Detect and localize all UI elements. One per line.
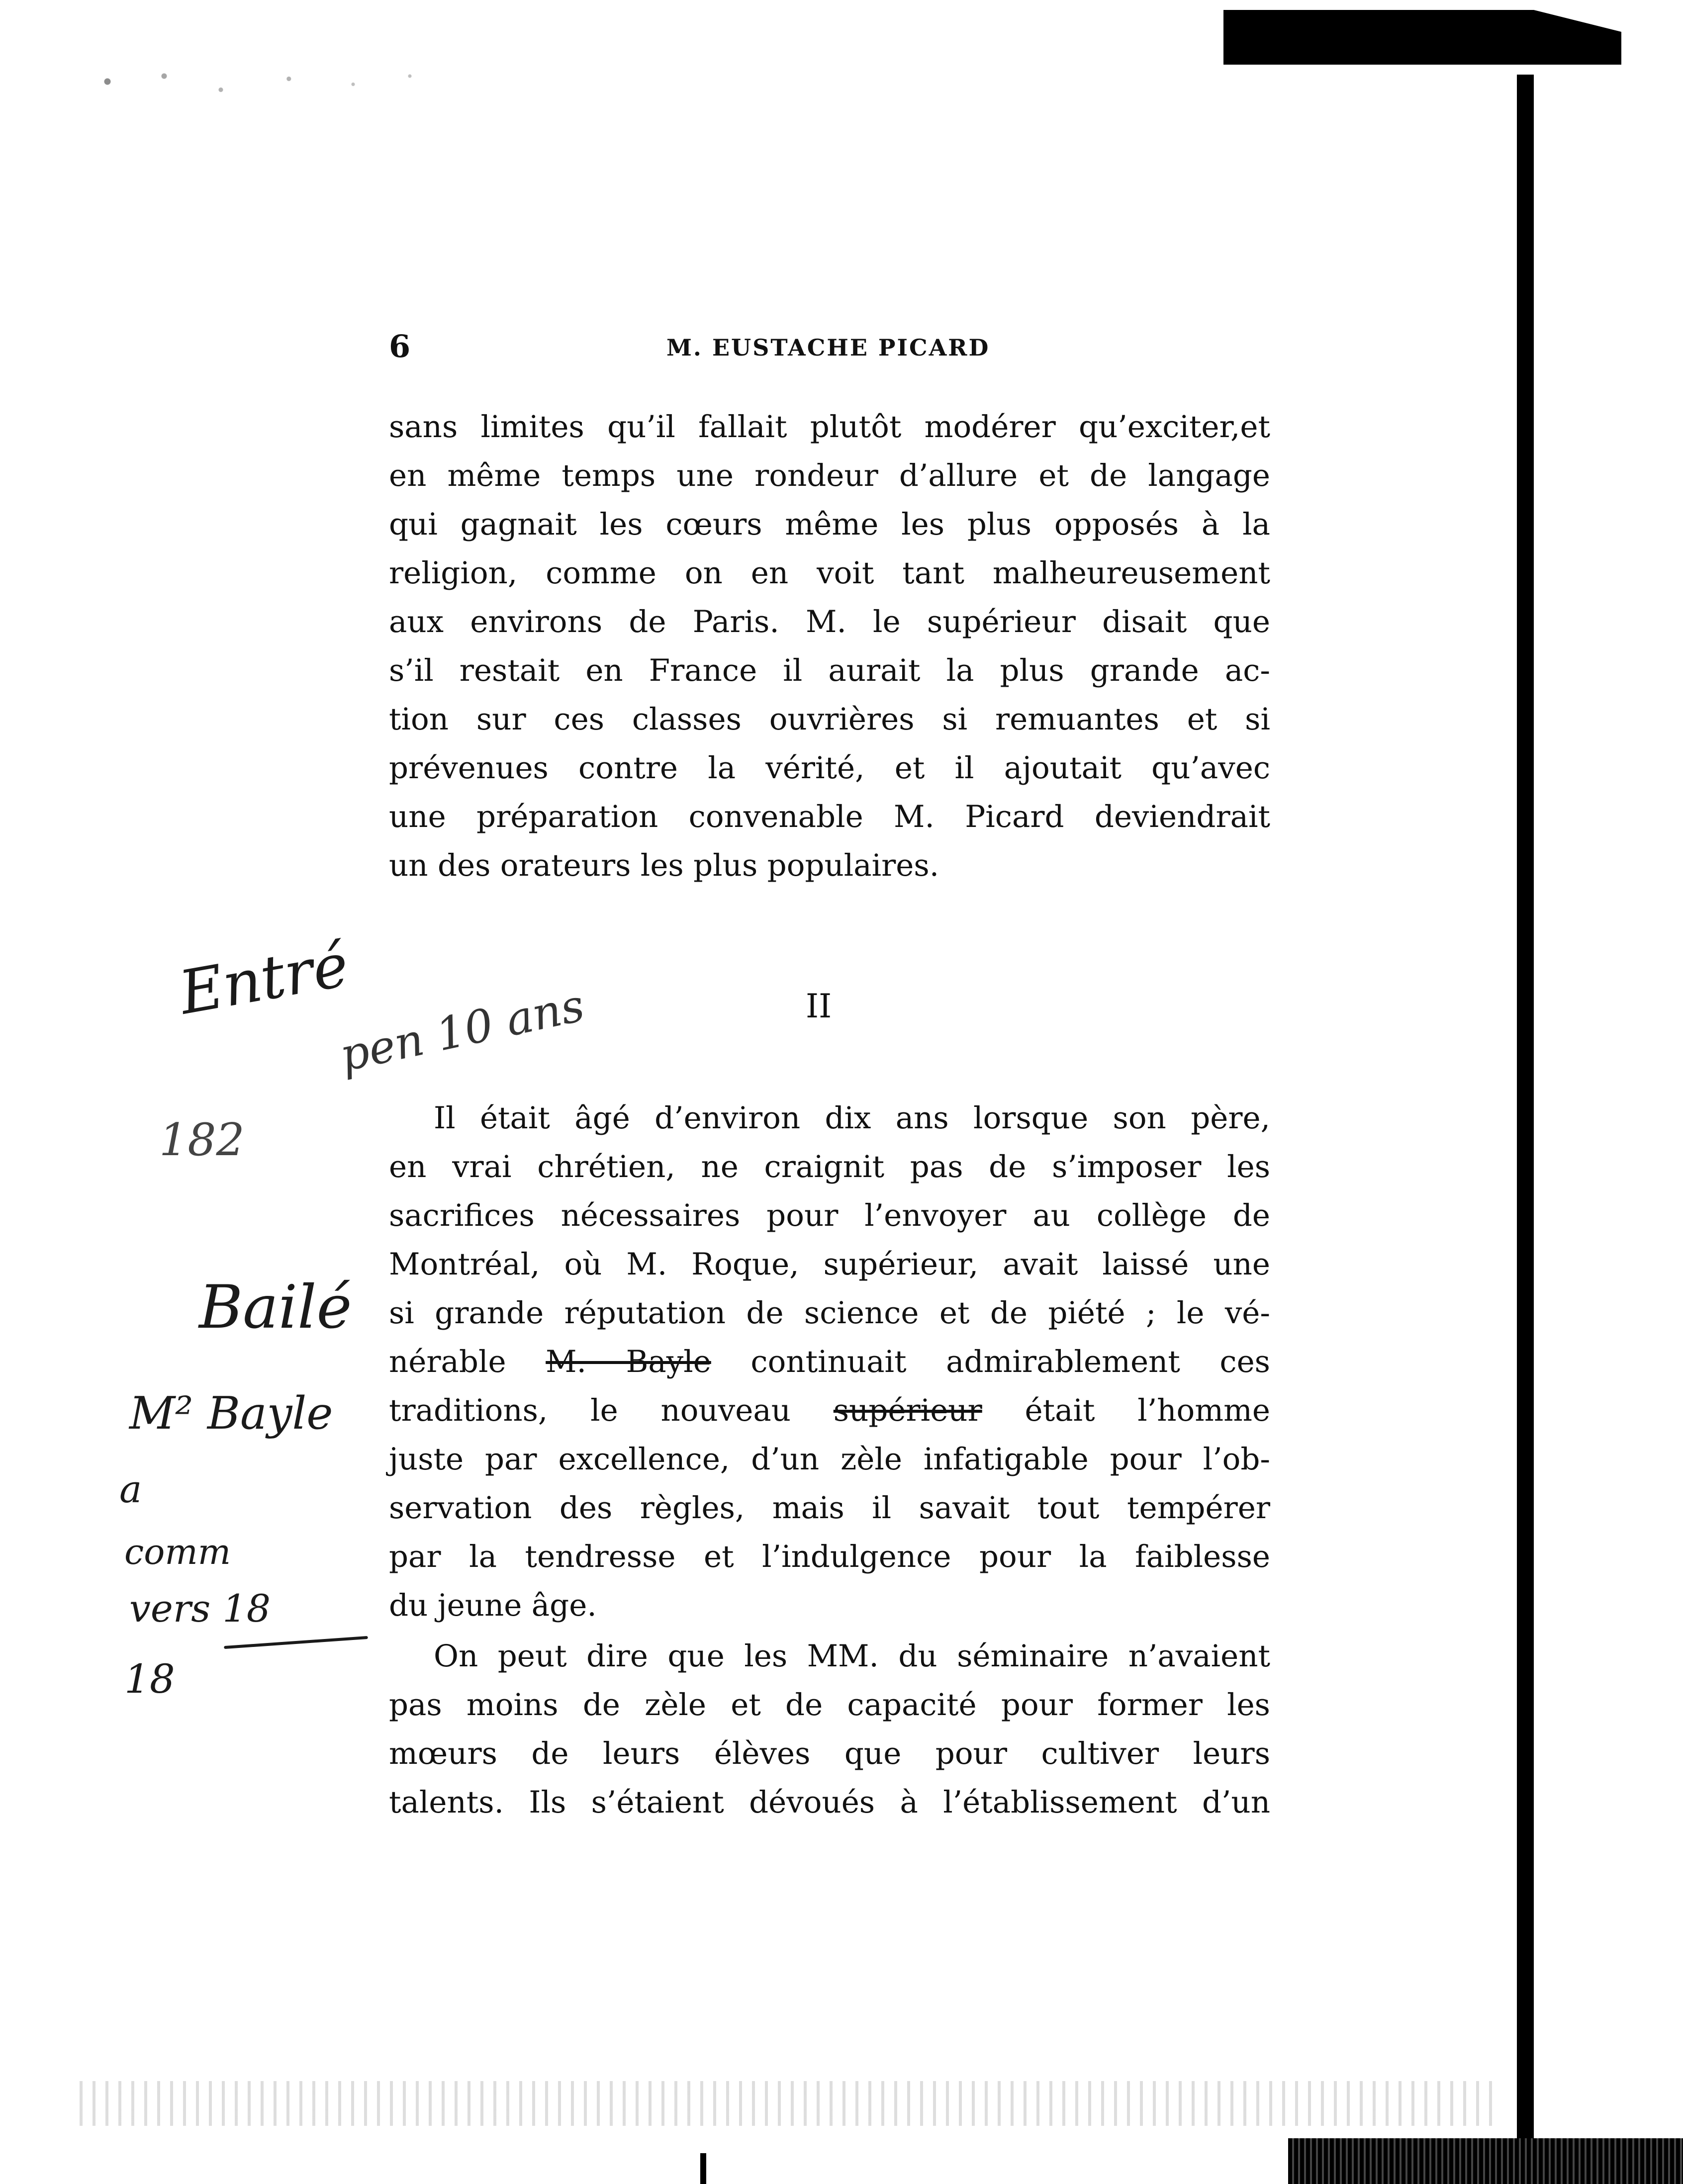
running-head: M. EUSTACHE PICARD bbox=[666, 334, 990, 361]
handwritten-note: Entré bbox=[174, 930, 354, 1028]
handwritten-note: 18 bbox=[124, 1656, 175, 1702]
handwritten-note: pen 10 ans bbox=[335, 979, 589, 1082]
text-line: servation des règles, mais il savait tout tempérer bbox=[389, 1490, 1270, 1526]
text-fragment: continuait admirablement ces bbox=[750, 1344, 1270, 1379]
text-line: par la tendresse et l’indulgence pour la faiblesse bbox=[389, 1539, 1270, 1574]
text-line: religion, comme on en voit tant malheureusement bbox=[389, 555, 1270, 591]
text-fragment: traditions, le nouveau bbox=[389, 1393, 791, 1428]
text-line: si grande réputation de science et de piété ; le vé- bbox=[389, 1295, 1270, 1331]
text-line: pas moins de zèle et de capacité pour former les bbox=[389, 1687, 1270, 1723]
paragraph-1 bbox=[389, 403, 1270, 890]
struck-text: M. Bayle bbox=[546, 1344, 711, 1379]
text-line: une préparation convenable M. Picard deviendrait bbox=[389, 799, 1270, 834]
text-line-with-strike bbox=[389, 1386, 1270, 1435]
text-line: Montréal, où M. Roque, supérieur, avait laissé une bbox=[389, 1247, 1270, 1282]
text-line: talents. Ils s’étaient dévoués à l’établissement d’un bbox=[389, 1785, 1270, 1820]
binding-edge bbox=[1517, 75, 1534, 2184]
paragraph-3 bbox=[389, 1632, 1270, 1827]
text-line: juste par excellence, d’un zèle infatigable pour l’ob- bbox=[389, 1442, 1270, 1477]
handwritten-note: comm bbox=[124, 1532, 231, 1572]
binding-edge-bottom bbox=[1288, 2138, 1683, 2184]
text-line: un des orateurs les plus populaires. bbox=[389, 848, 939, 883]
scan-mark bbox=[700, 2153, 706, 2184]
text-line: en vrai chrétien, ne craignit pas de s’imposer les bbox=[389, 1149, 1270, 1184]
handwritten-note: Bailé bbox=[199, 1273, 352, 1342]
text-fragment: était l’homme bbox=[1025, 1393, 1271, 1428]
handwritten-note: a bbox=[119, 1467, 142, 1511]
handwritten-note: vers 18 bbox=[129, 1586, 271, 1631]
text-line: en même temps une rondeur d’allure et de langage bbox=[389, 458, 1270, 493]
section-heading: II bbox=[806, 987, 832, 1025]
text-line: sans limites qu’il fallait plutôt modérer qu’exciter,et bbox=[389, 409, 1270, 445]
text-line: qui gagnait les cœurs même les plus opposés à la bbox=[389, 507, 1270, 542]
scan-noise-top bbox=[70, 60, 448, 114]
text-line: mœurs de leurs élèves que pour cultiver leurs bbox=[389, 1736, 1270, 1771]
text-line: s’il restait en France il aurait la plus grande ac- bbox=[389, 653, 1270, 688]
handwritten-underline bbox=[224, 1636, 368, 1649]
handwritten-note: 182 bbox=[159, 1114, 245, 1166]
text-line-with-strike bbox=[389, 1338, 1270, 1386]
binding-edge-top bbox=[1223, 10, 1621, 65]
text-line: On peut dire que les MM. du séminaire n’avaient bbox=[434, 1638, 1270, 1674]
text-line: Il était âgé d’environ dix ans lorsque son père, bbox=[434, 1100, 1270, 1136]
scan-noise-bottom bbox=[80, 2081, 1502, 2126]
text-line: prévenues contre la vérité, et il ajoutait qu’avec bbox=[389, 750, 1270, 786]
text-fragment: nérable bbox=[389, 1344, 506, 1379]
text-line: aux environs de Paris. M. le supérieur disait que bbox=[389, 604, 1270, 639]
text-line: sacrifices nécessaires pour l’envoyer au collège de bbox=[389, 1198, 1270, 1233]
page-number: 6 bbox=[389, 328, 411, 364]
text-line: tion sur ces classes ouvrières si remuantes et si bbox=[389, 702, 1270, 737]
struck-text: supérieur bbox=[833, 1393, 982, 1428]
text-line: du jeune âge. bbox=[389, 1588, 597, 1623]
handwritten-note: M² Bayle bbox=[129, 1387, 333, 1440]
paragraph-2 bbox=[389, 1094, 1270, 1630]
